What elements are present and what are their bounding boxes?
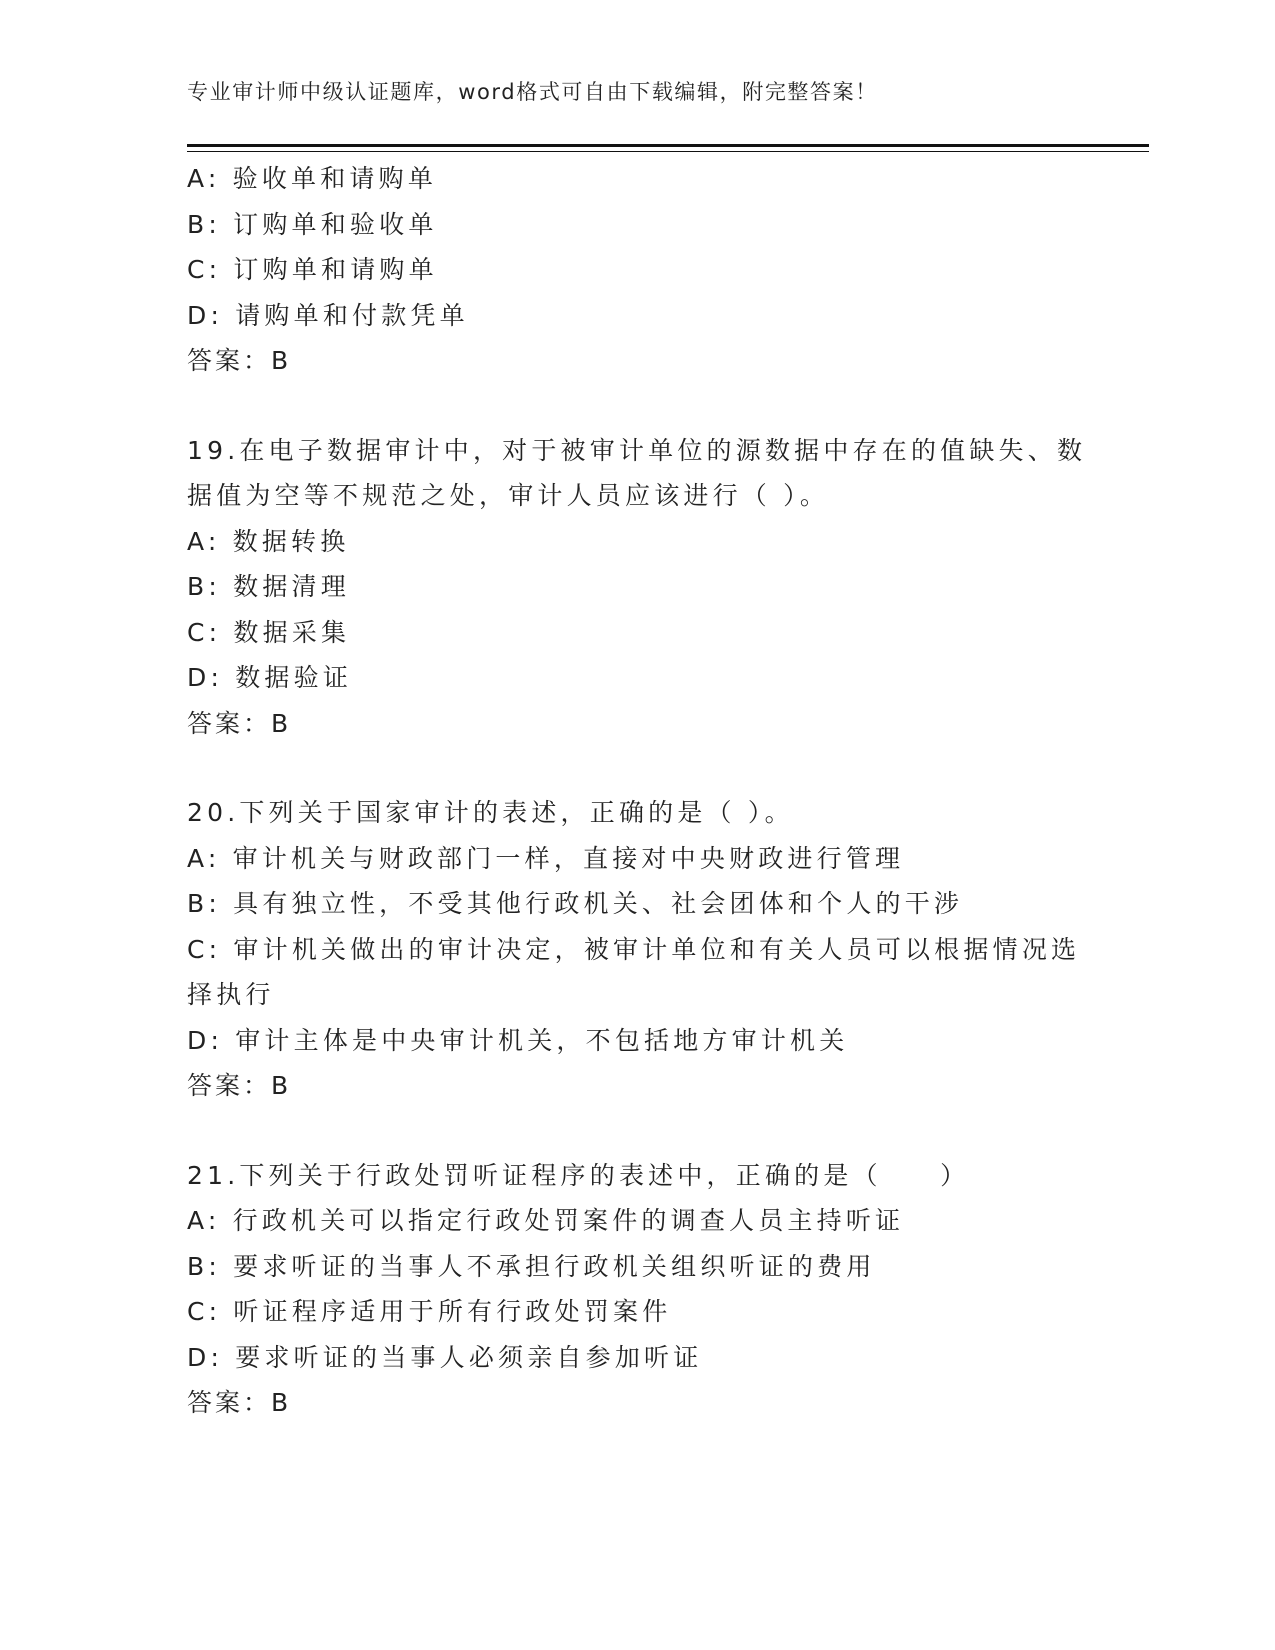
header-rule-thick — [187, 144, 1149, 147]
page-header: 专业审计师中级认证题库，word格式可自由下载编辑，附完整答案！ — [187, 80, 878, 104]
option-d: D: 审计主体是中央审计机关，不包括地方审计机关 — [187, 1025, 849, 1055]
answer-line: 答案：B — [187, 708, 292, 738]
option-a: A: 审计机关与财政部门一样，直接对中央财政进行管理 — [187, 843, 905, 873]
spacer — [187, 1109, 1087, 1153]
question-stem: 据值为空等不规范之处，审计人员应该进行（ ）。 — [187, 481, 830, 510]
option-d: D: 请购单和付款凭单 — [187, 300, 469, 330]
question-20 — [187, 790, 1087, 1109]
option-c: C: 数据采集 — [187, 617, 351, 647]
option-b: B: 订购单和验收单 — [187, 209, 438, 239]
question-content — [187, 156, 1087, 1426]
answer-line: 答案：B — [187, 1071, 292, 1100]
option-c: C: 审计机关做出的审计决定，被审计单位和有关人员可以根据情况选 — [187, 934, 1081, 964]
spacer — [187, 384, 1087, 428]
spacer — [187, 746, 1087, 790]
option-a: A: 数据转换 — [187, 526, 350, 556]
option-c-continued: 择执行 — [187, 980, 275, 1009]
question-19 — [187, 428, 1087, 747]
answer-line: 答案：B — [187, 346, 292, 375]
option-c: C: 听证程序适用于所有行政处罚案件 — [187, 1297, 672, 1326]
question-stem: 21.下列关于行政处罚听证程序的表述中，正确的是（ ） — [187, 1160, 970, 1190]
option-d: D: 要求听证的当事人必须亲自参加听证 — [187, 1342, 703, 1372]
question-stem: 19.在电子数据审计中，对于被审计单位的源数据中存在的值缺失、数 — [187, 435, 1087, 465]
option-d: D: 数据验证 — [187, 663, 353, 692]
option-b: B: 具有独立性，不受其他行政机关、社会团体和个人的干涉 — [187, 889, 964, 918]
option-a: A: 验收单和请购单 — [187, 164, 438, 193]
answer-line: 答案：B — [187, 1388, 292, 1417]
option-a: A: 行政机关可以指定行政处罚案件的调查人员主持听证 — [187, 1206, 905, 1235]
option-c: C: 订购单和请购单 — [187, 255, 438, 284]
header-rule-thin — [187, 151, 1149, 152]
option-b: B: 要求听证的当事人不承担行政机关组织听证的费用 — [187, 1251, 876, 1281]
prev-question-block — [187, 156, 1087, 384]
question-21 — [187, 1153, 1087, 1426]
question-stem: 20.下列关于国家审计的表述，正确的是（ ）。 — [187, 798, 794, 827]
option-b: B: 数据清理 — [187, 572, 350, 601]
